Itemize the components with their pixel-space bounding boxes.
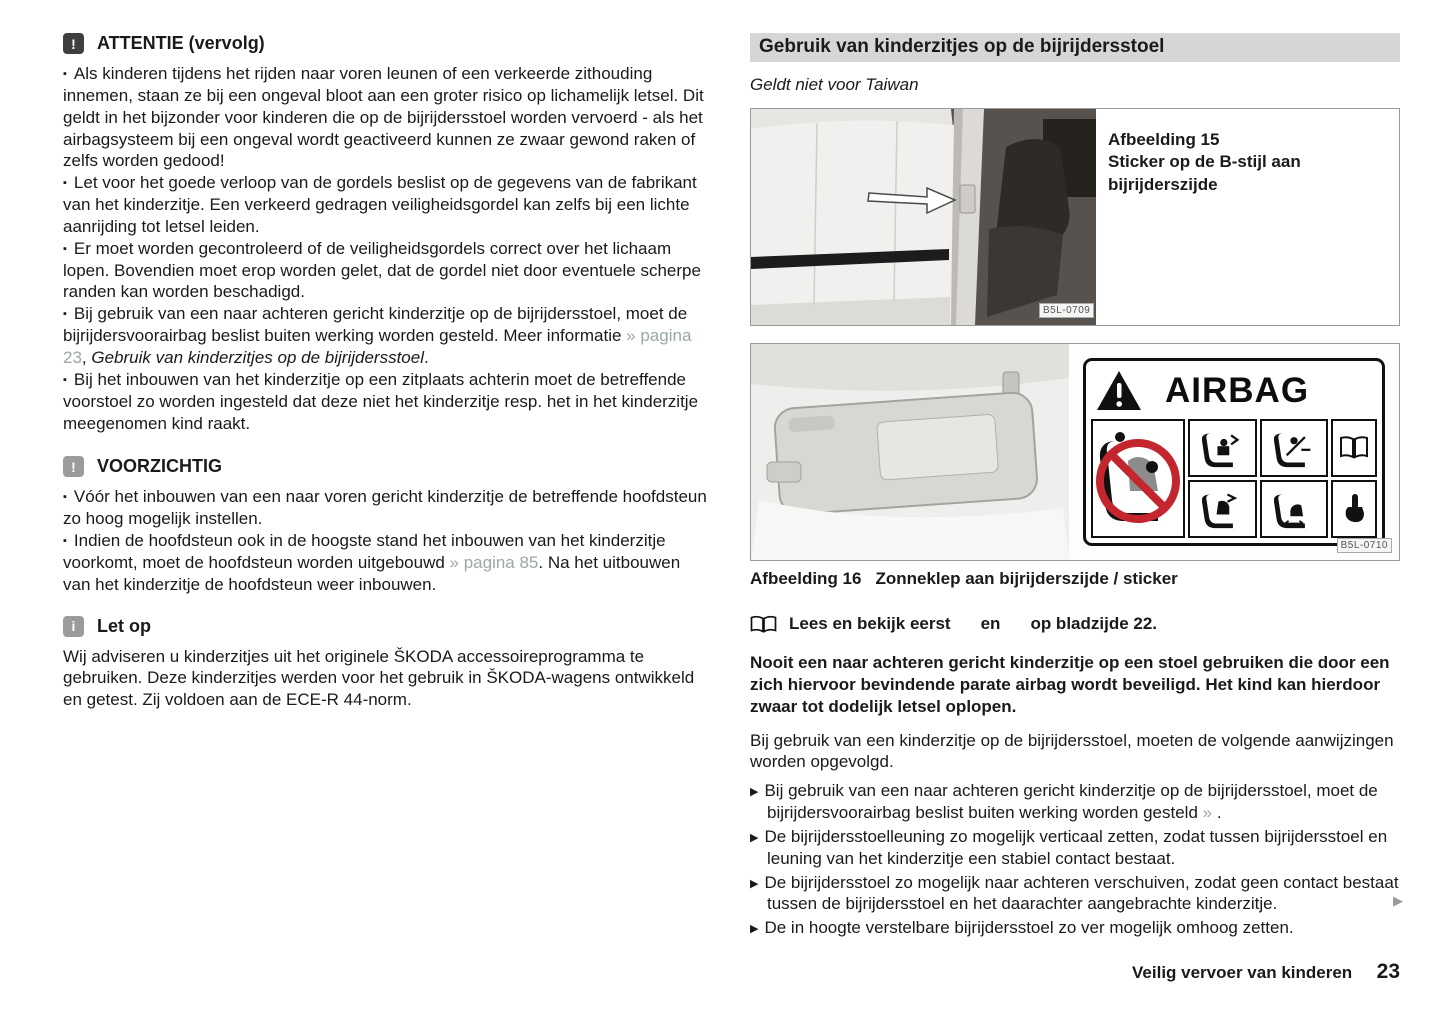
figure-15-label: Afbeelding 15 — [1108, 130, 1220, 149]
read-first-line — [750, 614, 1400, 634]
seat-pictogram-1 — [1188, 419, 1257, 477]
figure-15-code: B5L-0709 — [1039, 303, 1094, 318]
instruction-text: De in hoogte verstelbare bijrijdersstoel zo ver mogelijk omhoog zetten. — [764, 918, 1294, 938]
caution-item-text: Vóór het inbouwen van een naar voren gericht kinderzitje de betreffende hoofdsteun zo hoog mogelijk instellen. — [63, 487, 707, 529]
footer-section-title: Veilig vervoer van kinderen — [1132, 963, 1353, 982]
attention-item-text: . — [423, 347, 429, 367]
attention-item — [63, 238, 711, 304]
footer-page-number: 23 — [1376, 960, 1400, 983]
instruction-text: Bij gebruik van een naar achteren gericht kinderzitje op de bijrijdersstoel, moet de bijrijdersvoorairbag beslist buiten werking worden gesteld — [764, 781, 1378, 823]
airbag-label: AIRBAG — [1165, 371, 1310, 410]
caution-item-text: . Na het uitbouwen van het kinderzitje de hoofdsteun weer inbouwen. — [63, 552, 681, 594]
sticker-reference-column — [1331, 419, 1377, 538]
attention-item-text: Bij gebruik van een naar achteren gericht kinderzitje op de bijrijdersstoel, moet de bijrijdersvoorairbag beslist buiten werking worden gesteld. Meer informatie — [63, 304, 688, 346]
manual-book-pictogram — [1331, 419, 1377, 477]
caution-item — [63, 530, 711, 596]
instruction-item — [750, 917, 1400, 939]
attention-title: ATTENTIE (vervolg) — [97, 33, 265, 53]
instructions-intro: Bij gebruik van een kinderzitje op de bijrijdersstoel, moeten de volgende aanwijzingen worden opgevolgd. — [750, 730, 1394, 772]
figure-15-box — [750, 108, 1400, 326]
attention-item-text: , — [81, 347, 92, 367]
square-bullet: ▪ — [63, 68, 67, 80]
left-column — [63, 33, 711, 711]
caution-header — [63, 456, 711, 477]
attention-item-text: Als kinderen tijdens het rijden naar voren leunen of een verkeerde zithouding innemen, staan ze bij een ongeval bloot aan een groter risico op lichamelijk letsel. Dit geldt in het bijzonder voor kinderen die op de bijrijdersstoel worden vervoerd - als het airbagsysteem bij een ongeval wordt geactiveerd kunnen ze zwaar gewond raken of zelfs worden gedood! — [63, 64, 704, 171]
instruction-item — [750, 826, 1400, 870]
attention-item — [63, 369, 711, 435]
airbag-warning-sticker — [1083, 358, 1385, 546]
note-title: Let op — [97, 615, 151, 636]
pointing-hand-pictogram — [1331, 480, 1377, 538]
seat-pictogram-4 — [1260, 480, 1329, 538]
figure-15-caption-text: Sticker op de B-stijl aan bijrijderszijde — [1108, 152, 1301, 194]
figure-16-box — [750, 343, 1400, 561]
read-first-text-1: Lees en bekijk eerst — [789, 614, 951, 633]
figure-16-label: Afbeelding 16 — [750, 569, 862, 588]
instruction-text: De bijrijdersstoelleuning zo mogelijk verticaal zetten, zodat tussen bijrijdersstoel en leuning van het kinderzitje een stabiel contact bestaat. — [764, 826, 1388, 868]
chapter-reference: Gebruik van kinderzitjes op de bijrijdersstoel — [91, 347, 424, 367]
seat-position-grid — [1188, 419, 1328, 538]
prohibition-pictogram — [1091, 419, 1185, 538]
page-reference-link[interactable]: » — [1202, 803, 1213, 823]
instruction-text: De bijrijdersstoel zo mogelijk naar achteren verschuiven, zodat geen contact bestaat tussen de bijrijdersstoel en het daarachter aangebrachte kinderzitje. — [764, 872, 1399, 914]
page-reference-link[interactable]: » pagina 85 — [449, 552, 539, 572]
square-bullet: ▪ — [63, 535, 67, 548]
section-title-bar: Gebruik van kinderzitjes op de bijrijdersstoel — [750, 33, 1400, 62]
caution-title: VOORZICHTIG — [97, 456, 222, 477]
figure-16-caption — [750, 569, 1400, 589]
attention-item-text: Bij het inbouwen van het kinderzitje op een zitplaats achterin moet de betreffende voorstoel zo worden ingesteld dat deze niet het kinderzitje resp. het in het kinderzitje meegenomen kind raakt. — [63, 369, 699, 433]
instruction-text: . — [1212, 803, 1222, 823]
airbag-warning-paragraph: Nooit een naar achteren gericht kinderzitje op een stoel gebruiken die door een zich hiervoor bevindende parate airbag wordt beveiligd. Het kind kan hierdoor zwaar tot dodelijk letsel oplopen. — [750, 653, 1390, 716]
seat-pictogram-3 — [1188, 480, 1257, 538]
square-bullet: ▪ — [63, 242, 67, 255]
attention-item-text: Let voor het goede verloop van de gordels beslist op de gegevens van de fabrikant van het kinderzitje. Een verkeerd gedragen veiligheidsgordel kan zelfs bij een lichte aanrijding tot letsel leiden. — [63, 173, 697, 236]
square-bullet: ▪ — [63, 373, 67, 386]
page-reference-link[interactable]: » pagina 23 — [63, 326, 692, 367]
note-body: Wij adviseren u kinderzitjes uit het originele ŠKODA accessoireprogramma te gebruiken. Deze kinderzitjes werden voor het gebruik in ŠKODA-wagens ontwikkeld en getest. Zij voldoen aan de ECE-R 44-norm. — [63, 646, 695, 710]
read-first-text-3: op bladzijde 22. — [1030, 614, 1158, 633]
arrow-bullet: ▶ — [750, 923, 759, 936]
arrow-bullet: ▶ — [750, 786, 759, 799]
sticker-top-row — [1091, 366, 1377, 416]
square-bullet: ▪ — [63, 308, 67, 321]
seat-pictogram-2 — [1260, 419, 1329, 477]
attention-header — [63, 33, 711, 54]
figure-16-code: B5L-0710 — [1337, 538, 1392, 553]
instruction-item — [750, 872, 1400, 916]
sticker-pictogram-row — [1091, 419, 1377, 538]
b-pillar-sticker-photo — [751, 109, 1096, 325]
square-bullet: ▪ — [63, 491, 67, 504]
info-icon: i — [63, 616, 84, 637]
note-header — [63, 616, 711, 637]
page-footer — [750, 960, 1400, 984]
instruction-item — [750, 780, 1400, 824]
arrow-bullet: ▶ — [750, 831, 759, 844]
caution-item — [63, 486, 711, 530]
figure-16-sticker-panel — [1069, 344, 1399, 560]
attention-item — [63, 303, 711, 369]
section-subtitle: Geldt niet voor Taiwan — [750, 75, 919, 94]
book-icon — [750, 615, 777, 634]
attention-item — [63, 172, 711, 238]
square-bullet: ▪ — [63, 177, 67, 190]
instructions-list — [750, 780, 1400, 939]
read-first-text-2: en — [980, 614, 1001, 633]
arrow-bullet: ▶ — [750, 877, 759, 890]
attention-item — [63, 63, 711, 172]
continuation-arrow-icon: ▶ — [1393, 893, 1403, 908]
figure-16-caption-text: Zonneklep aan bijrijderszijde / sticker — [875, 569, 1178, 588]
attention-item-text: Er moet worden gecontroleerd of de veiligheidsgordels correct over het lichaam lopen. Bovendien moet erop worden gelet, dat de gordel niet door eventuele scherpe randen kan worden beschadigd. — [63, 238, 701, 302]
warning-triangle-icon — [1095, 369, 1143, 413]
warning-icon: ! — [63, 33, 84, 54]
right-column — [750, 33, 1400, 941]
figure-15-caption — [1096, 109, 1399, 325]
sun-visor-illustration — [751, 344, 1069, 560]
caution-item-text: Indien de hoofdsteun ook in de hoogste stand het inbouwen van het kinderzitje voorkomt, moet de hoofdsteun worden uitgebouwd — [63, 531, 666, 572]
caution-icon: ! — [63, 456, 84, 477]
